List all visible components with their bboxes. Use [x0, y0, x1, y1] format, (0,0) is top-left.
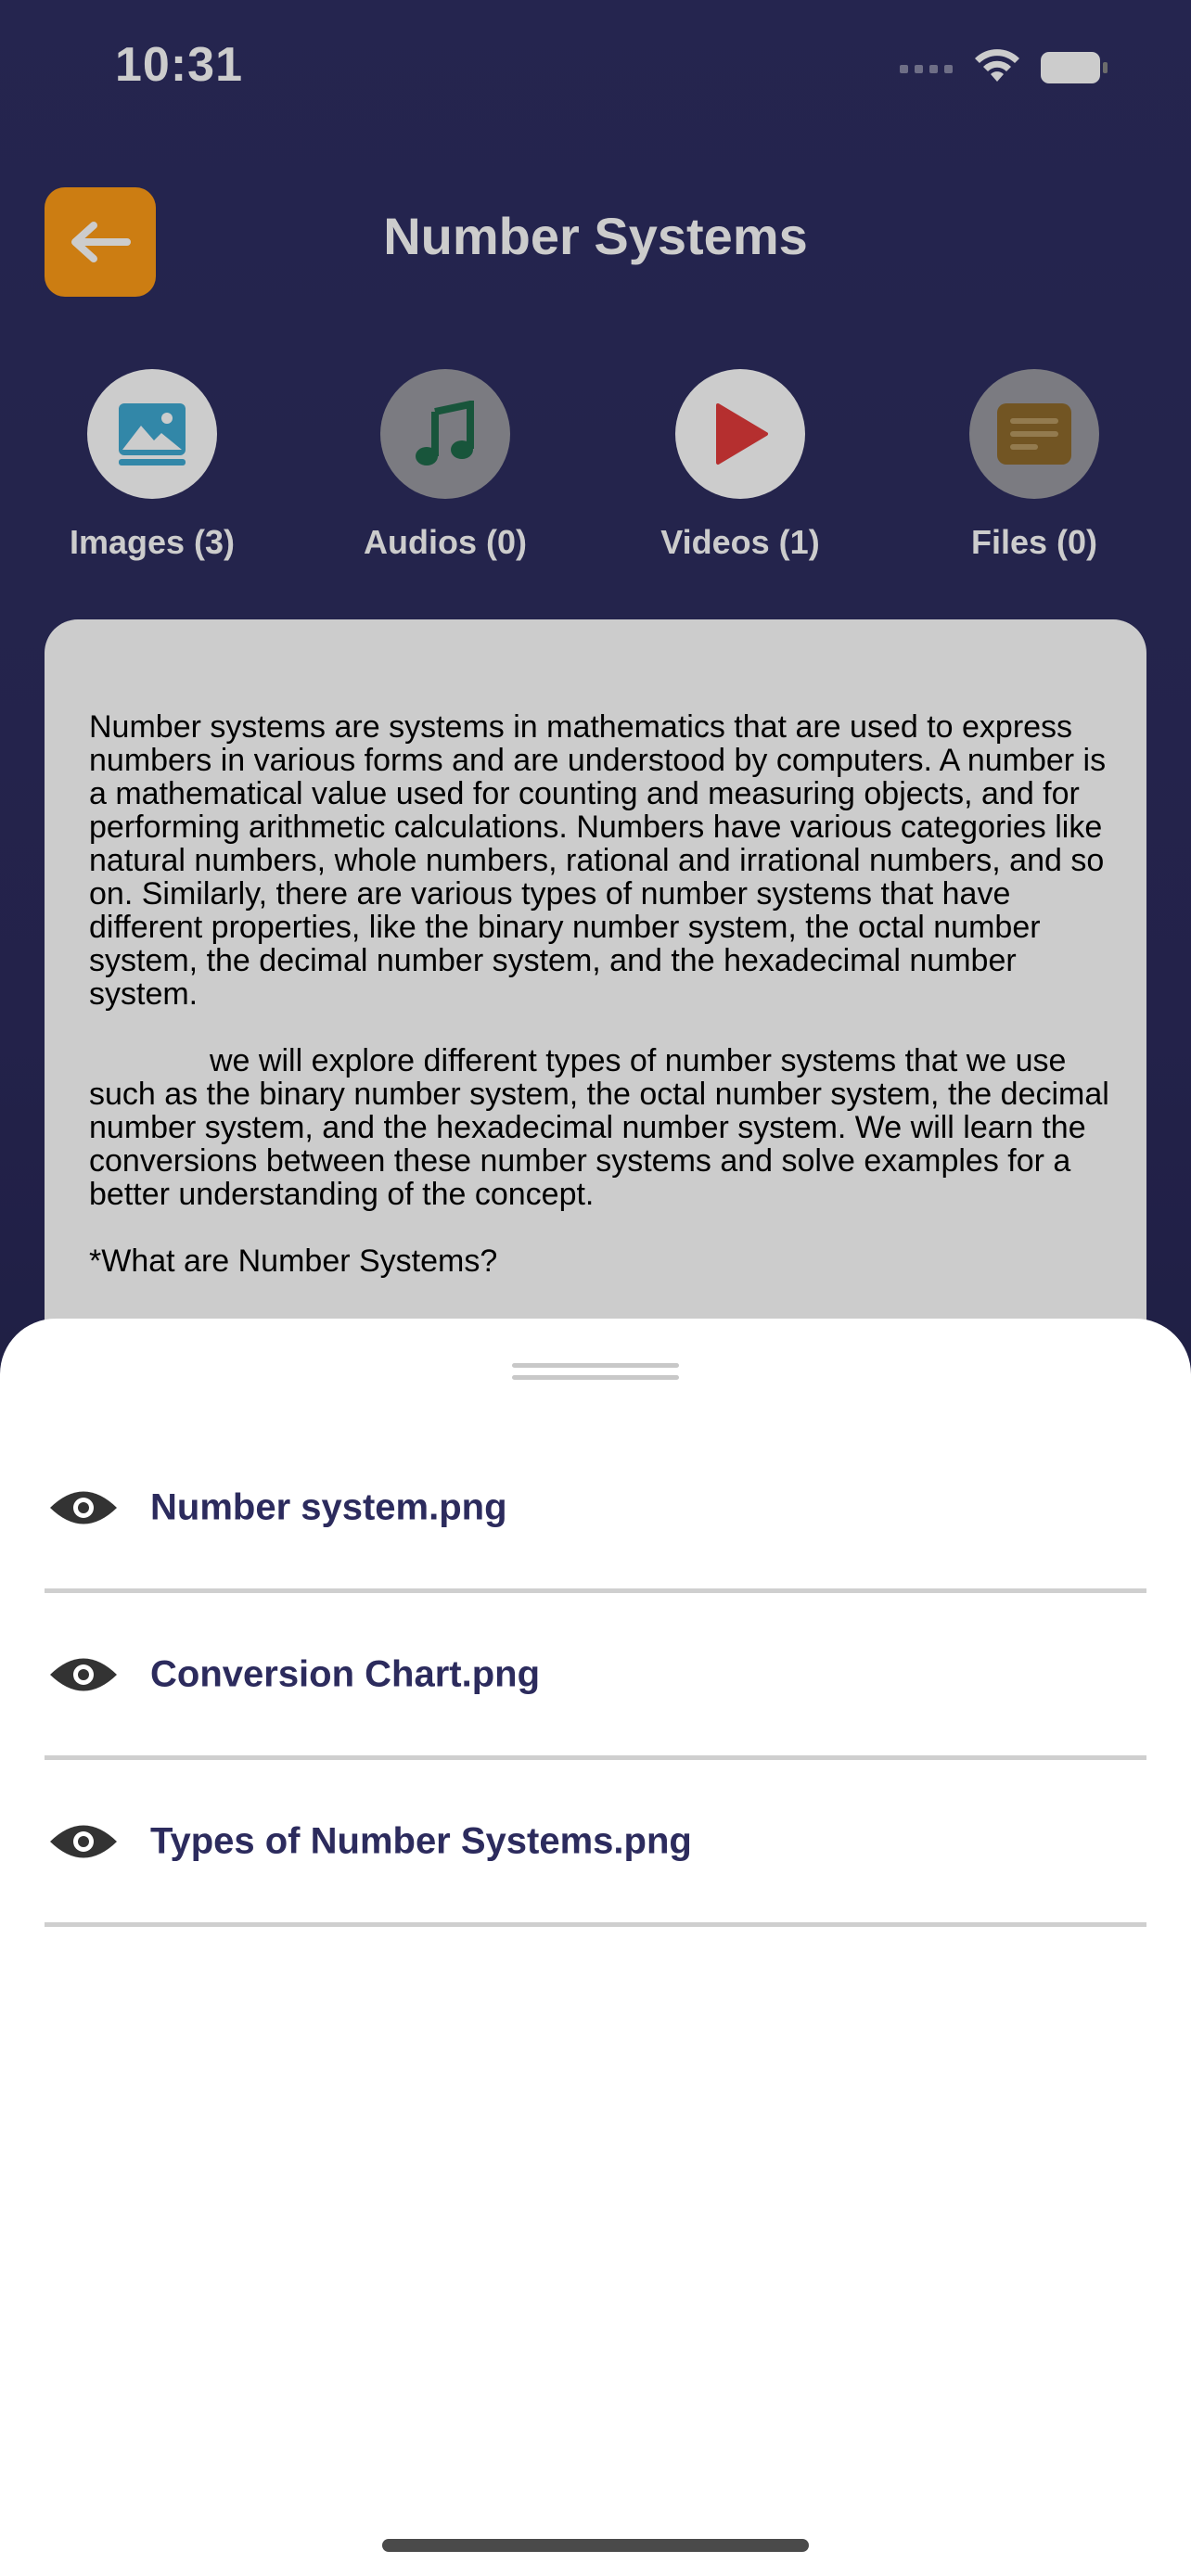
content-heading: *What are Number Systems?	[89, 1243, 498, 1279]
tab-audios-label: Audios (0)	[364, 523, 527, 561]
eye-icon[interactable]	[48, 1486, 119, 1529]
list-item[interactable]	[45, 1426, 1146, 1593]
home-indicator[interactable]	[382, 2539, 809, 2552]
status-time: 10:31	[115, 38, 243, 92]
list-item[interactable]	[45, 1760, 1146, 1927]
tab-images-label: Images (3)	[69, 523, 236, 561]
attachments-sheet	[0, 1319, 1191, 2576]
file-name[interactable]: Types of Number Systems.png	[150, 1820, 692, 1861]
page-title: Number Systems	[383, 207, 808, 265]
tab-files-label: Files (0)	[970, 523, 1098, 561]
file-name[interactable]: Conversion Chart.png	[150, 1653, 541, 1694]
eye-icon[interactable]	[48, 1820, 119, 1863]
content-paragraph: Number systems are systems in mathematics that are used to express numbers in various forms and are understood by computers. A number is a mathematical value used for counting and measuring objects, and for performing arithmetic calculations. Numbers have various categories like natural numbers, whole numbers, rational and irrational numbers, and so on. Similarly, there are various types of number systems that have different properties, like the binary number system, the octal number system, the decimal number system, and the hexadecimal number system.	[89, 709, 1107, 1012]
content-paragraph: we will explore different types of number systems that we use such as the binary number system, the octal number system, the decimal number system, and the hexadecimal number system. We will learn the conversions between these number systems and solve examples for a better understanding of the concept.	[89, 1043, 1109, 1212]
eye-icon[interactable]	[48, 1653, 119, 1696]
list-item[interactable]	[45, 1593, 1146, 1760]
sheet-grabber[interactable]	[512, 1363, 679, 1382]
tab-videos-label: Videos (1)	[660, 523, 820, 561]
file-name[interactable]: Number system.png	[150, 1486, 507, 1527]
